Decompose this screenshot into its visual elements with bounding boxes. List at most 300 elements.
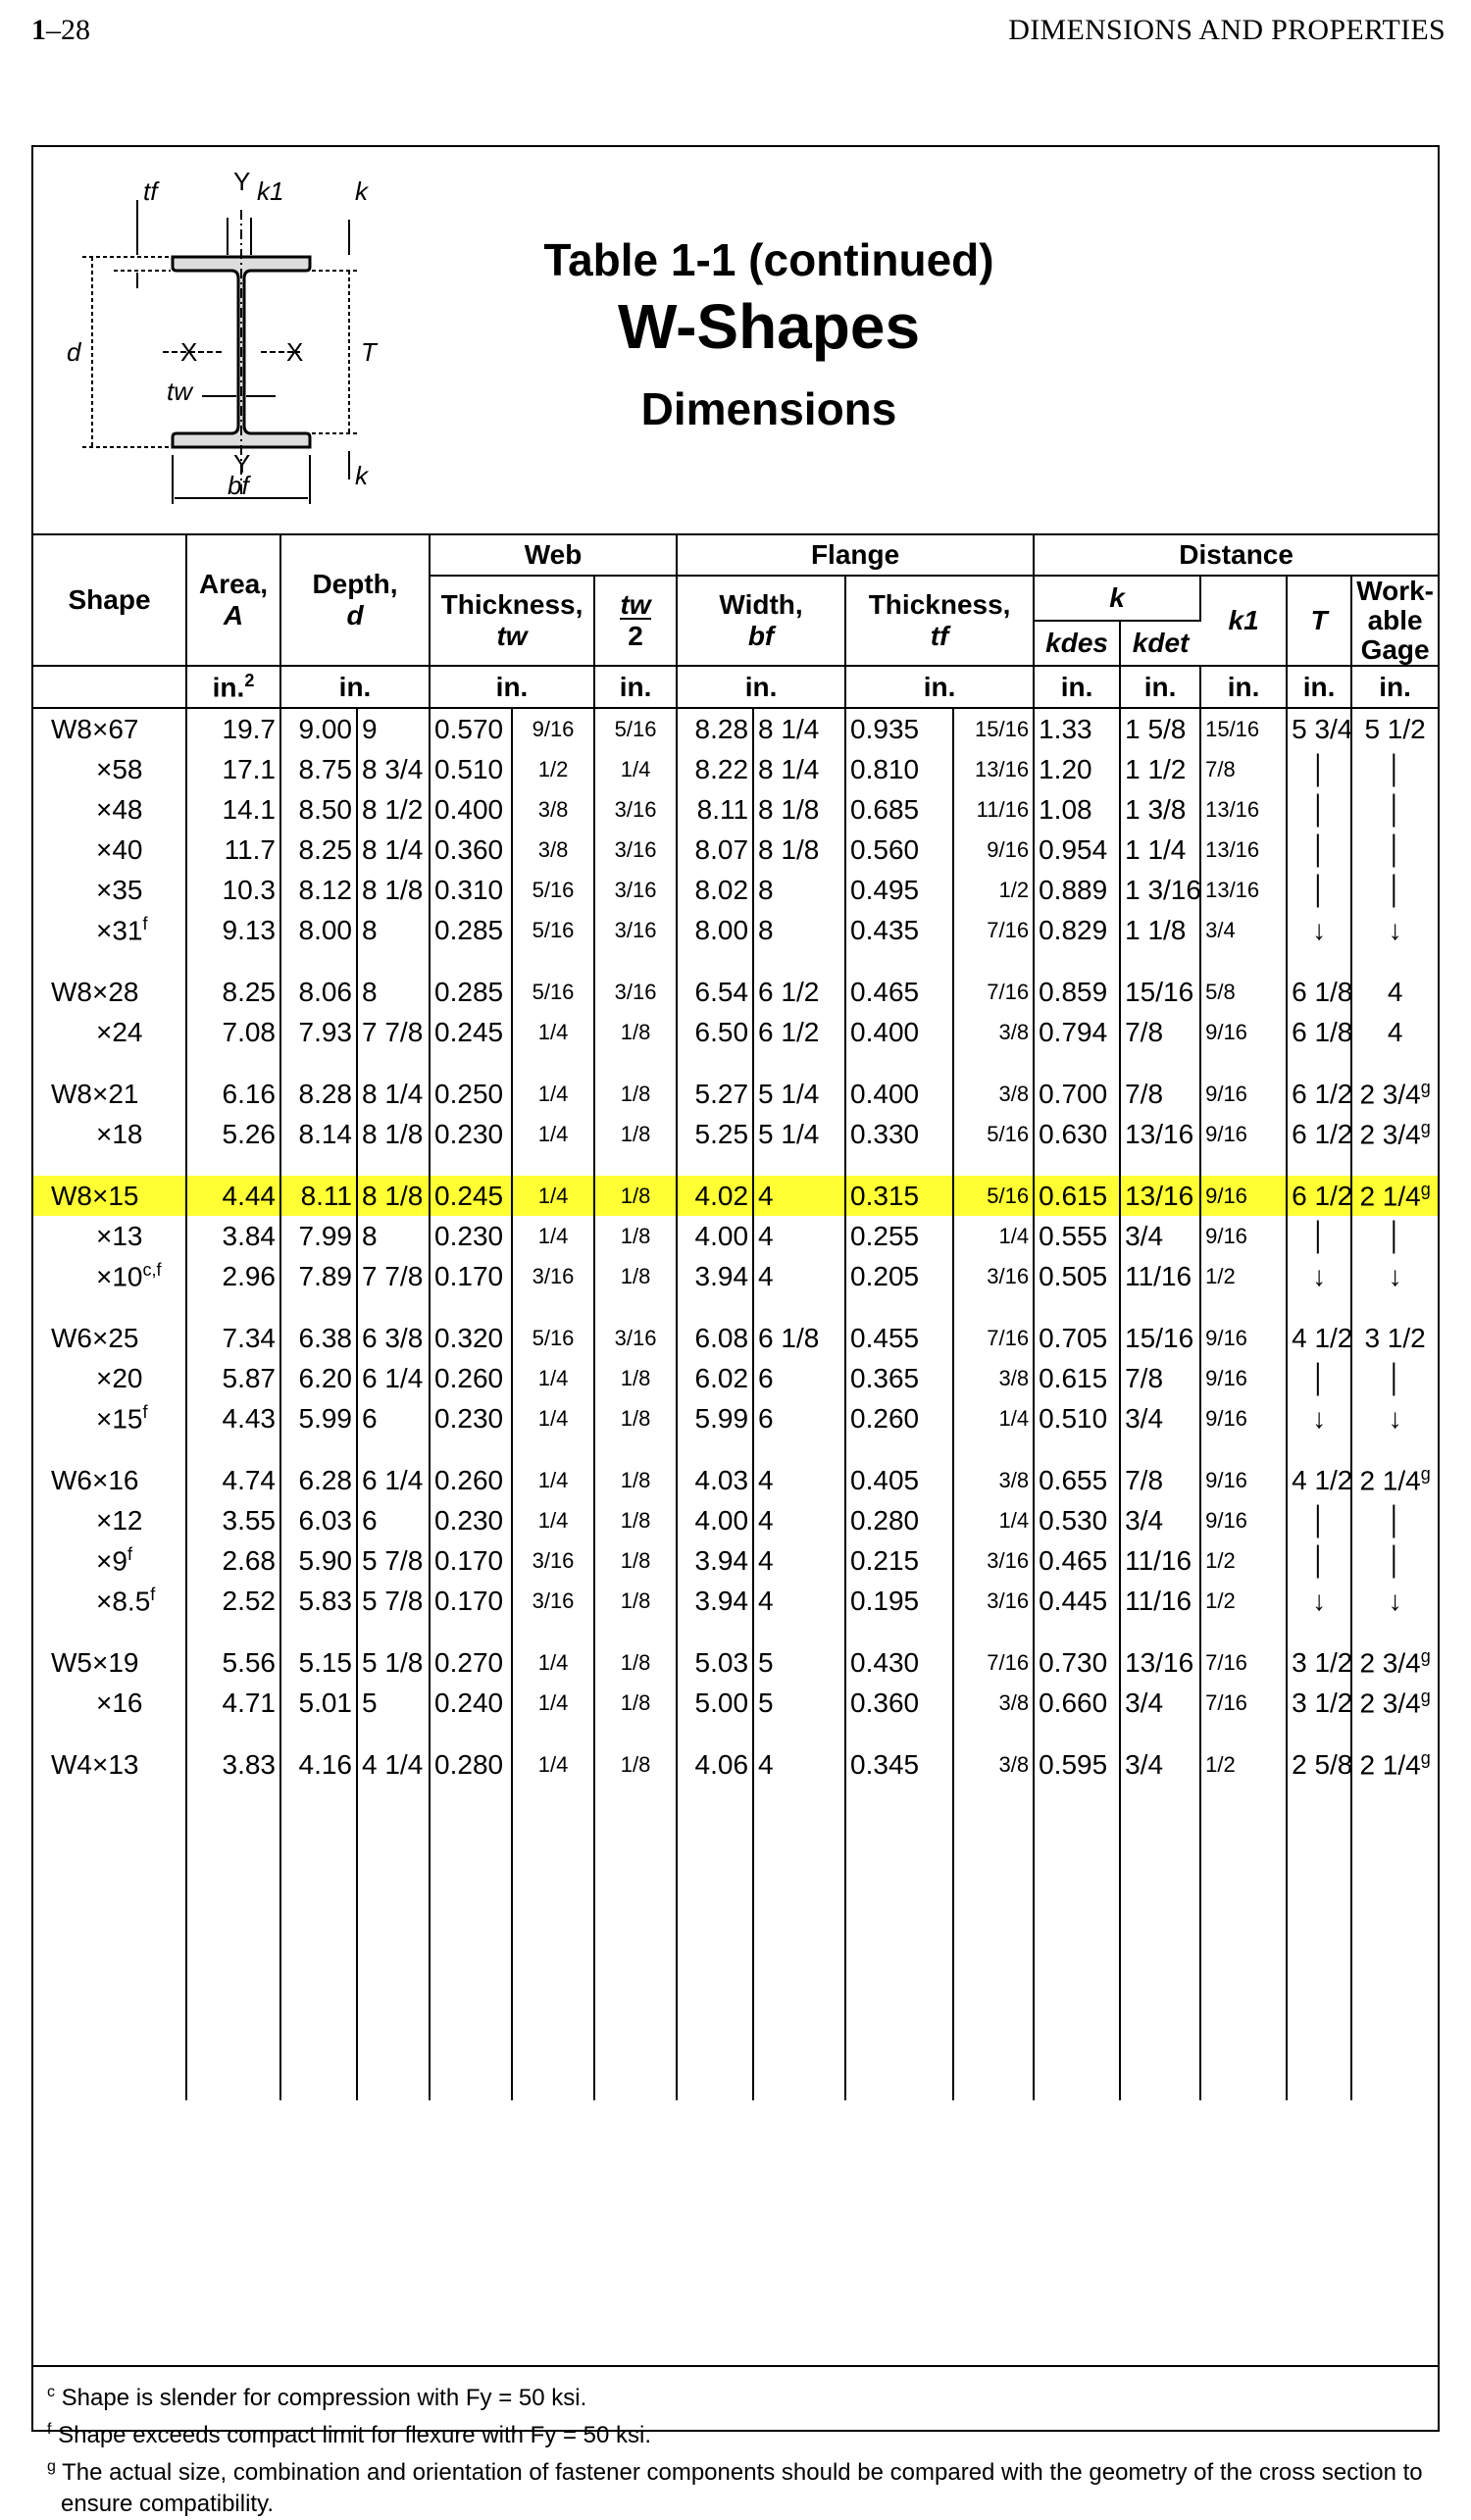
arrow-down-icon: ↓ <box>1388 914 1402 945</box>
cell-dfr: 6 1/4 <box>357 1460 430 1500</box>
table-subtitle: Dimensions <box>640 383 897 434</box>
cell-dfr: 6 <box>357 1500 430 1540</box>
cell-k1: 7/16 <box>1200 1642 1287 1683</box>
cell-tffr: 7/16 <box>953 910 1034 950</box>
cell-tffr: 3/8 <box>953 1683 1034 1723</box>
cell-tffr: 13/16 <box>953 749 1034 789</box>
cell-shape: $\times 31^f$ <box>33 910 186 950</box>
cell-T: 6 1/2 <box>1287 1176 1351 1216</box>
cell-bf: 5.25 <box>677 1114 753 1154</box>
cell-twfr: 9/16 <box>512 708 594 749</box>
cell-tf: 0.330 <box>845 1114 953 1154</box>
cell-kdes: 1.08 <box>1034 789 1120 830</box>
cell-tw: 0.285 <box>430 972 512 1012</box>
arrow-line-icon: │ <box>1386 1220 1404 1251</box>
arrow-line-icon: │ <box>1310 1544 1328 1576</box>
unit-k1: in. <box>1200 666 1287 708</box>
cell-kdes: 0.615 <box>1034 1358 1120 1398</box>
cell-tffr: 11/16 <box>953 789 1034 830</box>
table-row <box>33 1540 1438 1581</box>
cell-kdes: 0.510 <box>1034 1398 1120 1438</box>
cell-tw: 0.230 <box>430 1216 512 1256</box>
header-web-thickness: Thickness, tw <box>430 576 594 666</box>
cell-tw2: 3/16 <box>594 830 677 870</box>
cell-bf: 4.03 <box>677 1460 753 1500</box>
cell-kdet: 1 1/8 <box>1120 910 1200 950</box>
arrow-line-icon: │ <box>1310 793 1328 825</box>
cell-shape: ×13 <box>33 1216 186 1256</box>
cell-d: 8.11 <box>280 1176 357 1216</box>
cell-bffr: 4 <box>753 1216 845 1256</box>
cell-area: 17.1 <box>186 749 280 789</box>
cell-dfr: 5 1/8 <box>357 1642 430 1683</box>
table-row <box>33 870 1438 910</box>
cell-kdes: 0.595 <box>1034 1744 1120 1785</box>
cell-gage: 2 1/4$^g$ <box>1359 1463 1431 1496</box>
table-row <box>33 1358 1438 1398</box>
cell-area: 8.25 <box>186 972 280 1012</box>
cell-bf: 5.99 <box>677 1398 753 1438</box>
cell-kdet: 15/16 <box>1120 1318 1200 1358</box>
header-flange-width: Width, bf <box>677 576 845 666</box>
unit-area: in.$^2$ <box>186 666 280 708</box>
cell-tw: 0.240 <box>430 1683 512 1723</box>
cell-area: 11.7 <box>186 830 280 870</box>
diagram-label-tf: tf <box>143 176 158 206</box>
arrow-down-icon: ↓ <box>1312 1260 1327 1291</box>
cell-area: 7.08 <box>186 1012 280 1052</box>
arrow-line-icon: │ <box>1386 833 1404 865</box>
cell-gage <box>1351 749 1438 789</box>
cell-shape: ×40 <box>33 830 186 870</box>
cell-tw2: 1/4 <box>594 749 677 789</box>
cell-dfr: 8 <box>357 910 430 950</box>
cell-tw: 0.245 <box>430 1176 512 1216</box>
cell-T: 6 1/2 <box>1287 1114 1351 1154</box>
filler-row <box>33 1785 1438 2100</box>
cell-bffr: 5 <box>753 1683 845 1723</box>
cell-tf: 0.205 <box>845 1256 953 1296</box>
cell-gage <box>1351 1358 1438 1398</box>
cell-tffr: 3/8 <box>953 1460 1034 1500</box>
cell-tw: 0.260 <box>430 1460 512 1500</box>
cell-tw: 0.170 <box>430 1256 512 1296</box>
cell-shape: W8×15 <box>33 1176 186 1216</box>
table-row <box>33 789 1438 830</box>
cell-kdet: 1 1/2 <box>1120 749 1200 789</box>
cell-tffr: 1/4 <box>953 1216 1034 1256</box>
cell-twfr: 1/4 <box>512 1744 594 1785</box>
cell-kdes: 0.859 <box>1034 972 1120 1012</box>
cell-d: 6.03 <box>280 1500 357 1540</box>
cell-area: 9.13 <box>186 910 280 950</box>
cell-gage <box>1351 1500 1438 1540</box>
cell-bffr: 6 <box>753 1358 845 1398</box>
cell-twfr: 1/4 <box>512 1012 594 1052</box>
cell-gage <box>1351 830 1438 870</box>
cell-shape: $\times 15^f$ <box>33 1398 186 1438</box>
header-gage: Work- able Gage <box>1351 576 1438 666</box>
cell-area: 2.96 <box>186 1256 280 1296</box>
cell-twfr: 1/4 <box>512 1216 594 1256</box>
cell-twfr: 5/16 <box>512 1318 594 1358</box>
cell-dfr: 8 1/4 <box>357 830 430 870</box>
table-row <box>33 1114 1438 1154</box>
cell-area: 10.3 <box>186 870 280 910</box>
cell-bffr: 6 1/2 <box>753 1012 845 1052</box>
header-flange-thickness: Thickness, tf <box>845 576 1034 666</box>
cell-area: 5.26 <box>186 1114 280 1154</box>
cell-gage: 2 3/4$^g$ <box>1359 1645 1431 1679</box>
unit-tw2: in. <box>594 666 677 708</box>
cell-twfr: 3/8 <box>512 789 594 830</box>
cell-d: 8.06 <box>280 972 357 1012</box>
cell-tffr: 3/8 <box>953 1074 1034 1114</box>
cell-dfr: 5 7/8 <box>357 1581 430 1621</box>
cell-gage <box>1351 789 1438 830</box>
cell-dfr: 4 1/4 <box>357 1744 430 1785</box>
cell-tw2: 3/16 <box>594 870 677 910</box>
cell-tf: 0.495 <box>845 870 953 910</box>
cell-twfr: 3/8 <box>512 830 594 870</box>
arrow-line-icon: │ <box>1310 1362 1328 1393</box>
cell-tffr: 7/16 <box>953 1642 1034 1683</box>
table-row <box>33 972 1438 1012</box>
arrow-line-icon: │ <box>1386 874 1404 905</box>
cell-d: 6.38 <box>280 1318 357 1358</box>
cell-kdes: 0.615 <box>1034 1176 1120 1216</box>
cell-gage: 2 3/4$^g$ <box>1359 1077 1431 1110</box>
cell-d: 4.16 <box>280 1744 357 1785</box>
cell-T <box>1287 1256 1351 1296</box>
cell-tw2: 1/8 <box>594 1683 677 1723</box>
cell-T: 3 1/2 <box>1287 1683 1351 1723</box>
unit-tw: in. <box>430 666 594 708</box>
cell-tw: 0.310 <box>430 870 512 910</box>
cell-bf: 4.02 <box>677 1176 753 1216</box>
header-k1: k1 <box>1200 576 1287 666</box>
cell-k1: 1/2 <box>1200 1540 1287 1581</box>
unit-gage: in. <box>1351 666 1438 708</box>
cell-tf: 0.810 <box>845 749 953 789</box>
cell-kdet: 3/4 <box>1120 1744 1200 1785</box>
diagram-label-x-left: X <box>180 337 198 367</box>
cell-bf: 3.94 <box>677 1581 753 1621</box>
cell-tw: 0.360 <box>430 830 512 870</box>
cell-gage <box>1351 870 1438 910</box>
cell-tf: 0.280 <box>845 1500 953 1540</box>
cell-tw: 0.285 <box>430 910 512 950</box>
cell-shape: ×58 <box>33 749 186 789</box>
cell-tw: 0.230 <box>430 1398 512 1438</box>
diagram-label-y-top: Y <box>233 167 251 196</box>
table-row <box>33 1256 1438 1296</box>
cell-tf: 0.345 <box>845 1744 953 1785</box>
cell-kdet: 7/8 <box>1120 1074 1200 1114</box>
unit-tf: in. <box>845 666 1034 708</box>
cell-bf: 8.28 <box>677 708 753 749</box>
header-web: Web <box>430 534 677 576</box>
cell-tf: 0.935 <box>845 708 953 749</box>
arrow-down-icon: ↓ <box>1312 1402 1327 1434</box>
cell-kdes: 0.465 <box>1034 1540 1120 1581</box>
cell-kdet: 13/16 <box>1120 1176 1200 1216</box>
cell-bf: 8.11 <box>677 789 753 830</box>
footnote-g: $^g$ The actual size, combination and orientation of fastener components should be compared with the geometry of the cross section to ensure compatibility. <box>47 2458 1423 2517</box>
cell-tf: 0.465 <box>845 972 953 1012</box>
cell-shape: ×16 <box>33 1683 186 1723</box>
cell-twfr: 1/4 <box>512 1460 594 1500</box>
cell-T: 5 3/4 <box>1287 708 1351 749</box>
cell-area: 19.7 <box>186 708 280 749</box>
cell-bf: 8.07 <box>677 830 753 870</box>
cell-tf: 0.430 <box>845 1642 953 1683</box>
cell-kdet: 11/16 <box>1120 1540 1200 1581</box>
cell-shape: ×35 <box>33 870 186 910</box>
cell-twfr: 3/16 <box>512 1540 594 1581</box>
cell-gage <box>1351 1256 1438 1296</box>
arrow-down-icon: ↓ <box>1388 1402 1402 1434</box>
cell-T <box>1287 830 1351 870</box>
table-row <box>33 1744 1438 1785</box>
cell-d: 9.00 <box>280 708 357 749</box>
cell-k1: 9/16 <box>1200 1460 1287 1500</box>
table-row <box>33 1460 1438 1500</box>
unit-shape <box>33 666 186 708</box>
cell-gage: 2 1/4$^g$ <box>1359 1747 1431 1781</box>
cell-tw2: 1/8 <box>594 1540 677 1581</box>
arrow-down-icon: ↓ <box>1388 1260 1402 1291</box>
cell-bf: 4.00 <box>677 1216 753 1256</box>
cell-dfr: 7 7/8 <box>357 1256 430 1296</box>
cell-tw2: 1/8 <box>594 1581 677 1621</box>
cell-twfr: 5/16 <box>512 870 594 910</box>
cell-T: 6 1/8 <box>1287 1012 1351 1052</box>
cell-T <box>1287 789 1351 830</box>
cell-dfr: 5 7/8 <box>357 1540 430 1581</box>
cell-twfr: 3/16 <box>512 1256 594 1296</box>
cell-bffr: 4 <box>753 1256 845 1296</box>
cell-dfr: 6 1/4 <box>357 1358 430 1398</box>
cell-T <box>1287 1500 1351 1540</box>
cell-dfr: 6 3/8 <box>357 1318 430 1358</box>
arrow-line-icon: │ <box>1386 1504 1404 1536</box>
table-row <box>33 1581 1438 1621</box>
cell-shape: $\times 9^f$ <box>33 1540 186 1581</box>
cell-kdet: 3/4 <box>1120 1683 1200 1723</box>
cell-k1: 13/16 <box>1200 870 1287 910</box>
cell-d: 8.25 <box>280 830 357 870</box>
cell-kdet: 11/16 <box>1120 1581 1200 1621</box>
cell-area: 6.16 <box>186 1074 280 1114</box>
cell-tw: 0.170 <box>430 1581 512 1621</box>
cell-k1: 13/16 <box>1200 789 1287 830</box>
cell-area: 4.71 <box>186 1683 280 1723</box>
cell-twfr: 1/4 <box>512 1176 594 1216</box>
cell-area: 4.43 <box>186 1398 280 1438</box>
header-area: Area, A <box>186 534 280 666</box>
cell-k1: 7/16 <box>1200 1683 1287 1723</box>
cell-bffr: 4 <box>753 1460 845 1500</box>
cell-twfr: 1/4 <box>512 1114 594 1154</box>
cell-kdet: 13/16 <box>1120 1642 1200 1683</box>
header-kdet: kdet <box>1120 621 1200 666</box>
cell-tw: 0.270 <box>430 1642 512 1683</box>
cell-T: 6 1/2 <box>1287 1074 1351 1114</box>
diagram-label-d: d <box>67 337 81 367</box>
diagram-label-x-right: X <box>286 337 304 367</box>
cell-kdet: 13/16 <box>1120 1114 1200 1154</box>
arrow-line-icon: │ <box>1310 874 1328 905</box>
cell-tf: 0.435 <box>845 910 953 950</box>
section-title: DIMENSIONS AND PROPERTIES <box>1008 14 1446 46</box>
cell-kdet: 1 3/8 <box>1120 789 1200 830</box>
cell-area: 14.1 <box>186 789 280 830</box>
cell-tf: 0.195 <box>845 1581 953 1621</box>
cell-tffr: 15/16 <box>953 708 1034 749</box>
cell-tffr: 5/16 <box>953 1114 1034 1154</box>
cell-tffr: 3/16 <box>953 1581 1034 1621</box>
table-row <box>33 910 1438 950</box>
cell-T <box>1287 870 1351 910</box>
cell-k1: 7/8 <box>1200 749 1287 789</box>
cell-twfr: 1/2 <box>512 749 594 789</box>
table-row <box>33 708 1438 749</box>
cell-tffr: 7/16 <box>953 972 1034 1012</box>
cell-tw2: 1/8 <box>594 1012 677 1052</box>
cell-gage <box>1351 1216 1438 1256</box>
cell-tw: 0.320 <box>430 1318 512 1358</box>
cell-shape: $\times 10^{c,f}$ <box>33 1256 186 1296</box>
cell-tw2: 3/16 <box>594 972 677 1012</box>
cell-tffr: 3/16 <box>953 1256 1034 1296</box>
cell-dfr: 8 3/4 <box>357 749 430 789</box>
cell-tffr: 1/4 <box>953 1500 1034 1540</box>
cell-d: 5.01 <box>280 1683 357 1723</box>
cell-kdet: 3/4 <box>1120 1398 1200 1438</box>
cell-bf: 8.00 <box>677 910 753 950</box>
cell-k1: 15/16 <box>1200 708 1287 749</box>
cell-bffr: 5 <box>753 1642 845 1683</box>
cell-kdet: 11/16 <box>1120 1256 1200 1296</box>
cell-tw2: 1/8 <box>594 1216 677 1256</box>
cell-kdet: 1 5/8 <box>1120 708 1200 749</box>
cell-bffr: 8 <box>753 910 845 950</box>
cell-kdet: 7/8 <box>1120 1460 1200 1500</box>
cell-shape: ×18 <box>33 1114 186 1154</box>
cell-d: 5.15 <box>280 1642 357 1683</box>
cell-dfr: 8 <box>357 972 430 1012</box>
cell-bf: 4.06 <box>677 1744 753 1785</box>
cell-k1: 1/2 <box>1200 1581 1287 1621</box>
title-box <box>33 147 1438 535</box>
cell-shape: ×12 <box>33 1500 186 1540</box>
cell-kdes: 0.555 <box>1034 1216 1120 1256</box>
cell-kdes: 0.655 <box>1034 1460 1120 1500</box>
cell-T: 2 5/8 <box>1287 1744 1351 1785</box>
diagram-label-t: T <box>361 337 377 367</box>
cell-shape: W6×16 <box>33 1460 186 1500</box>
cell-shape: ×48 <box>33 789 186 830</box>
cell-area: 4.74 <box>186 1460 280 1500</box>
cell-k1: 1/2 <box>1200 1256 1287 1296</box>
cell-k1: 9/16 <box>1200 1012 1287 1052</box>
cell-d: 8.14 <box>280 1114 357 1154</box>
cell-bffr: 6 1/2 <box>753 972 845 1012</box>
cell-T <box>1287 1216 1351 1256</box>
cell-d: 6.20 <box>280 1358 357 1398</box>
cell-area: 3.83 <box>186 1744 280 1785</box>
cell-dfr: 8 1/8 <box>357 1114 430 1154</box>
arrow-line-icon: │ <box>1386 1362 1404 1393</box>
cell-tffr: 3/8 <box>953 1744 1034 1785</box>
cell-gage: 4 <box>1387 976 1403 1007</box>
cell-k1: 9/16 <box>1200 1398 1287 1438</box>
cell-gage: 2 1/4$^g$ <box>1351 1176 1438 1216</box>
table-row <box>33 1683 1438 1723</box>
cell-tw2: 1/8 <box>594 1114 677 1154</box>
cell-d: 7.99 <box>280 1216 357 1256</box>
unit-depth: in. <box>280 666 430 708</box>
cell-k1: 9/16 <box>1200 1114 1287 1154</box>
cell-shape: W6×25 <box>33 1318 186 1358</box>
table-body <box>33 708 1438 2100</box>
cell-kdes: 0.705 <box>1034 1318 1120 1358</box>
cell-d: 6.28 <box>280 1460 357 1500</box>
cell-T: 6 1/8 <box>1287 972 1351 1012</box>
cell-tw2: 1/8 <box>594 1500 677 1540</box>
cell-k1: 13/16 <box>1200 830 1287 870</box>
cell-k1: 9/16 <box>1200 1216 1287 1256</box>
cell-d: 8.00 <box>280 910 357 950</box>
cell-area: 3.84 <box>186 1216 280 1256</box>
cell-d: 7.93 <box>280 1012 357 1052</box>
header-distance: Distance <box>1034 534 1438 576</box>
arrow-line-icon: │ <box>1386 793 1404 825</box>
cell-tw: 0.280 <box>430 1744 512 1785</box>
header-k: k <box>1034 576 1200 621</box>
cell-dfr: 8 1/8 <box>357 870 430 910</box>
unit-kdes: in. <box>1034 666 1120 708</box>
cell-dfr: 8 1/4 <box>357 1074 430 1114</box>
table-row <box>33 1074 1438 1114</box>
cell-kdes: 0.954 <box>1034 830 1120 870</box>
cell-shape: W8×28 <box>33 972 186 1012</box>
cell-shape: W5×19 <box>33 1642 186 1683</box>
cell-tf: 0.400 <box>845 1012 953 1052</box>
arrow-down-icon: ↓ <box>1312 1585 1327 1616</box>
cell-tw2: 1/8 <box>594 1176 677 1216</box>
page-number: 1–28 <box>31 14 90 46</box>
cell-dfr: 8 1/2 <box>357 789 430 830</box>
cell-dfr: 8 1/8 <box>357 1176 430 1216</box>
table-title: W-Shapes <box>617 291 921 362</box>
cell-kdet: 7/8 <box>1120 1358 1200 1398</box>
cell-tf: 0.400 <box>845 1074 953 1114</box>
cell-bf: 3.94 <box>677 1540 753 1581</box>
cell-kdet: 15/16 <box>1120 972 1200 1012</box>
cell-area: 7.34 <box>186 1318 280 1358</box>
cell-bffr: 6 <box>753 1398 845 1438</box>
cell-dfr: 8 <box>357 1216 430 1256</box>
header-flange: Flange <box>677 534 1034 576</box>
cell-bffr: 8 1/4 <box>753 749 845 789</box>
cell-tffr: 3/16 <box>953 1540 1034 1581</box>
cell-tf: 0.315 <box>845 1176 953 1216</box>
cell-bffr: 4 <box>753 1176 845 1216</box>
cell-tw2: 3/16 <box>594 910 677 950</box>
cell-bf: 6.08 <box>677 1318 753 1358</box>
